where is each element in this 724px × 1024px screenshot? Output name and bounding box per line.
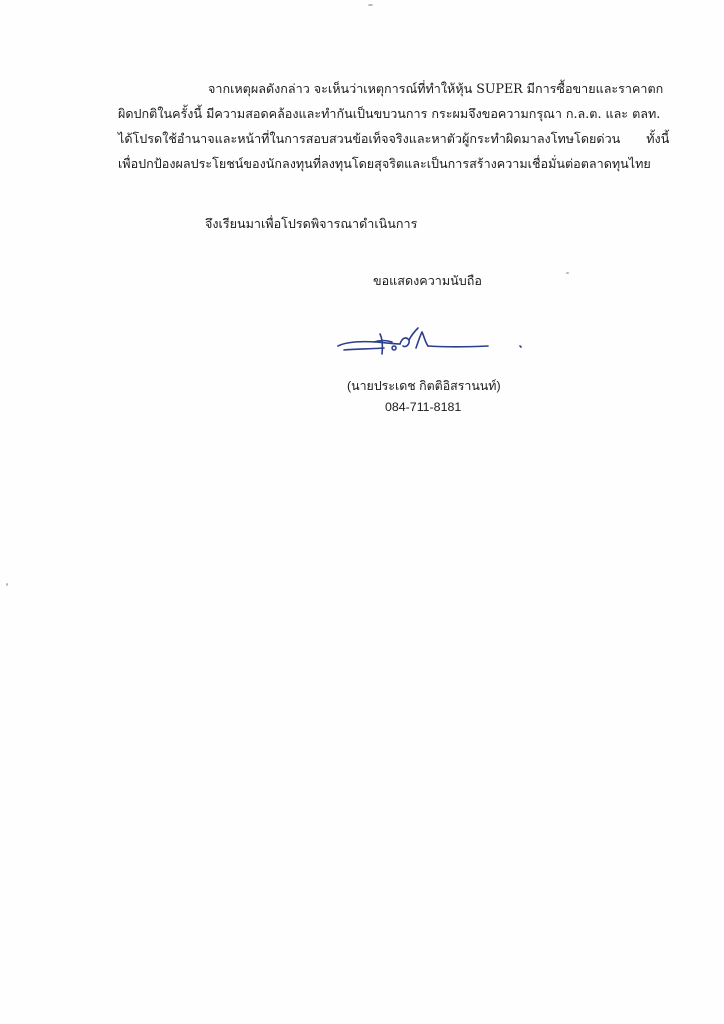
scan-speck — [6, 583, 8, 586]
signer-phone: 084-711-8181 — [385, 400, 462, 414]
closing-request: จึงเรียนมาเพื่อโปรดพิจารณาดำเนินการ — [205, 216, 418, 231]
signature-strokes — [338, 328, 521, 354]
paragraph-line-3-main: ได้โปรดใช้อำนาจและหน้าที่ในการสอบสวนข้อเท็จจริงและหาตัวผู้กระทำผิดมาลงโทษโดยด่วน — [118, 131, 621, 146]
paragraph-line-3 — [118, 126, 678, 151]
paragraph-line-4: เพื่อปกป้องผลประโยชน์ของนักลงทุนที่ลงทุนโดยสุจริตและเป็นการสร้างความเชื่อมั่นต่อตลาดทุนไทย — [118, 156, 651, 171]
paragraph-line-1: จากเหตุผลดังกล่าว จะเห็นว่าเหตุการณ์ที่ทำให้หุ้น SUPER มีการซื้อขายและราคาตก — [208, 81, 664, 96]
sign-off: ขอแสดงความนับถือ — [373, 273, 482, 288]
scan-speck — [368, 4, 373, 6]
signer-name: (นายประเดช กิตติอิสรานนท์) — [347, 379, 501, 393]
paragraph-line-3-tail: ทั้งนี้ — [646, 131, 670, 146]
letter-body-paragraph — [118, 76, 678, 176]
paragraph-line-2: ผิดปกติในครั้งนี้ มีความสอดคล้องและทำกันเป็นขบวนการ กระผมจึงขอความกรุณา ก.ล.ต. และ ตลท. — [118, 106, 661, 121]
scan-speck — [566, 272, 569, 274]
handwritten-signature — [336, 320, 536, 366]
